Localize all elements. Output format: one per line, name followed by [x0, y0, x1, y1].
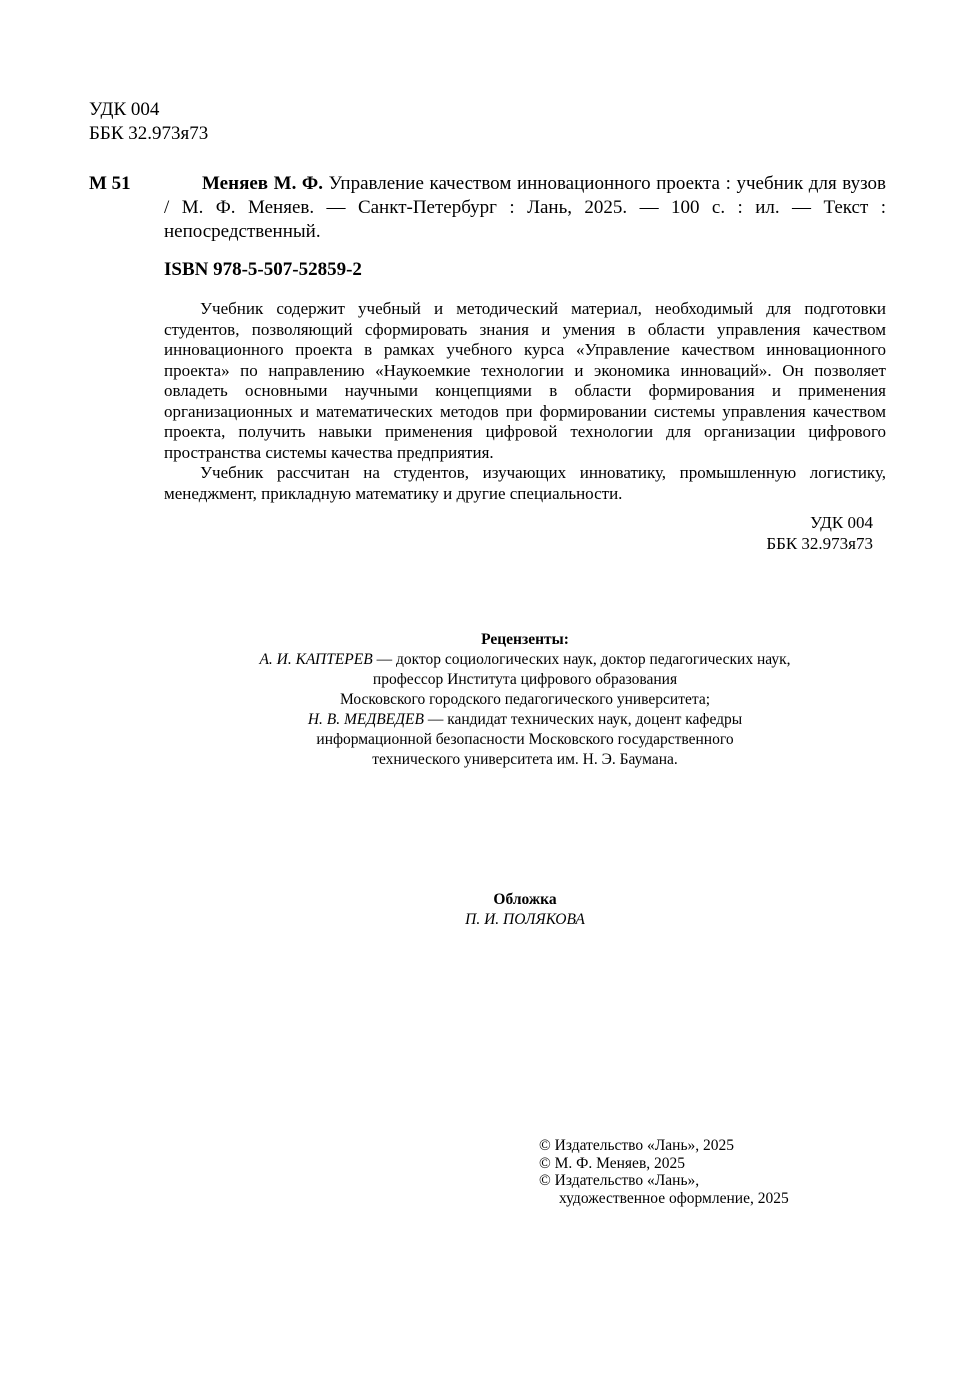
reviewer-2-affiliation: информационной безопасности Московского государственного	[316, 731, 734, 748]
copyright-line: © Издательство «Лань»,	[539, 1172, 700, 1189]
reviewer-2-university: технического университета им. Н. Э. Баумана.	[372, 751, 678, 768]
reviewers-heading: Рецензенты:	[481, 631, 569, 648]
bbk-code: ББК 32.973я73	[89, 123, 209, 144]
reviewer-1	[150, 650, 900, 670]
copyright-line: © Издательство «Лань», 2025	[539, 1137, 735, 1154]
udk-code: УДК 004	[89, 99, 160, 120]
copyright-line: художественное оформление, 2025	[559, 1189, 789, 1207]
reviewer-1-title: — доктор социологических наук, доктор педагогических наук,	[372, 651, 791, 668]
reviewer-1-name: А. И. КАПТЕРЕВ	[259, 651, 373, 668]
reviewer-1-affiliation: профессор Института цифрового образования	[372, 671, 678, 688]
cover-credit	[150, 890, 900, 930]
reviewer-1-university: Московского городского педагогического университета;	[339, 691, 711, 708]
author-name: Меняев М. Ф.	[202, 173, 324, 194]
udk-code: УДК 004	[809, 513, 873, 532]
cover-heading: Обложка	[493, 891, 557, 908]
annotation-paragraph: Учебник рассчитан на студентов, изучающих инноватику, промышленную логистику, менеджмент, прикладную математику и другие специальности.	[164, 463, 886, 503]
reviewer-2	[150, 710, 900, 730]
udk-block-right	[766, 512, 873, 554]
reviewers-section	[150, 630, 900, 770]
reviewer-2-title: — кандидат технических наук, доцент кафедры	[423, 711, 743, 728]
annotation-paragraph: Учебник содержит учебный и методический материал, необходимый для подготовки студентов, позволяющий сформировать знания и умения в области управления качеством инновационного проекта в рамках учебного курса «Управление качеством инновационного проекта» по направлению «Наукоемкие технологии и экономика инноваций». Он позволяет овладеть основными научными концепциями в области формирования и применения организационных и математических методов при формировании системы управления качеством проекта, получить навыки применения цифровой технологии для организации цифрового пространства системы качества предприятия.	[164, 299, 886, 462]
copyright-block	[539, 1137, 789, 1207]
bibliographic-record	[164, 172, 886, 244]
udk-block-top	[89, 98, 208, 146]
author-mark: М 51	[89, 173, 131, 194]
bbk-code: ББК 32.973я73	[766, 534, 873, 553]
annotation	[164, 299, 886, 504]
bibliographic-description: Управление качеством инновационного проекта : учебник для вузов / М. Ф. Меняев. — Санкт-Петербург : Лань, 2025. — 100 с. : ил. — Текст : непосредственный.	[164, 173, 886, 242]
cover-designer: П. И. ПОЛЯКОВА	[465, 911, 585, 928]
reviewer-2-name: Н. В. МЕДВЕДЕВ	[307, 711, 424, 728]
copyright-line: © М. Ф. Меняев, 2025	[539, 1154, 686, 1172]
isbn: ISBN 978-5-507-52859-2	[164, 259, 362, 280]
